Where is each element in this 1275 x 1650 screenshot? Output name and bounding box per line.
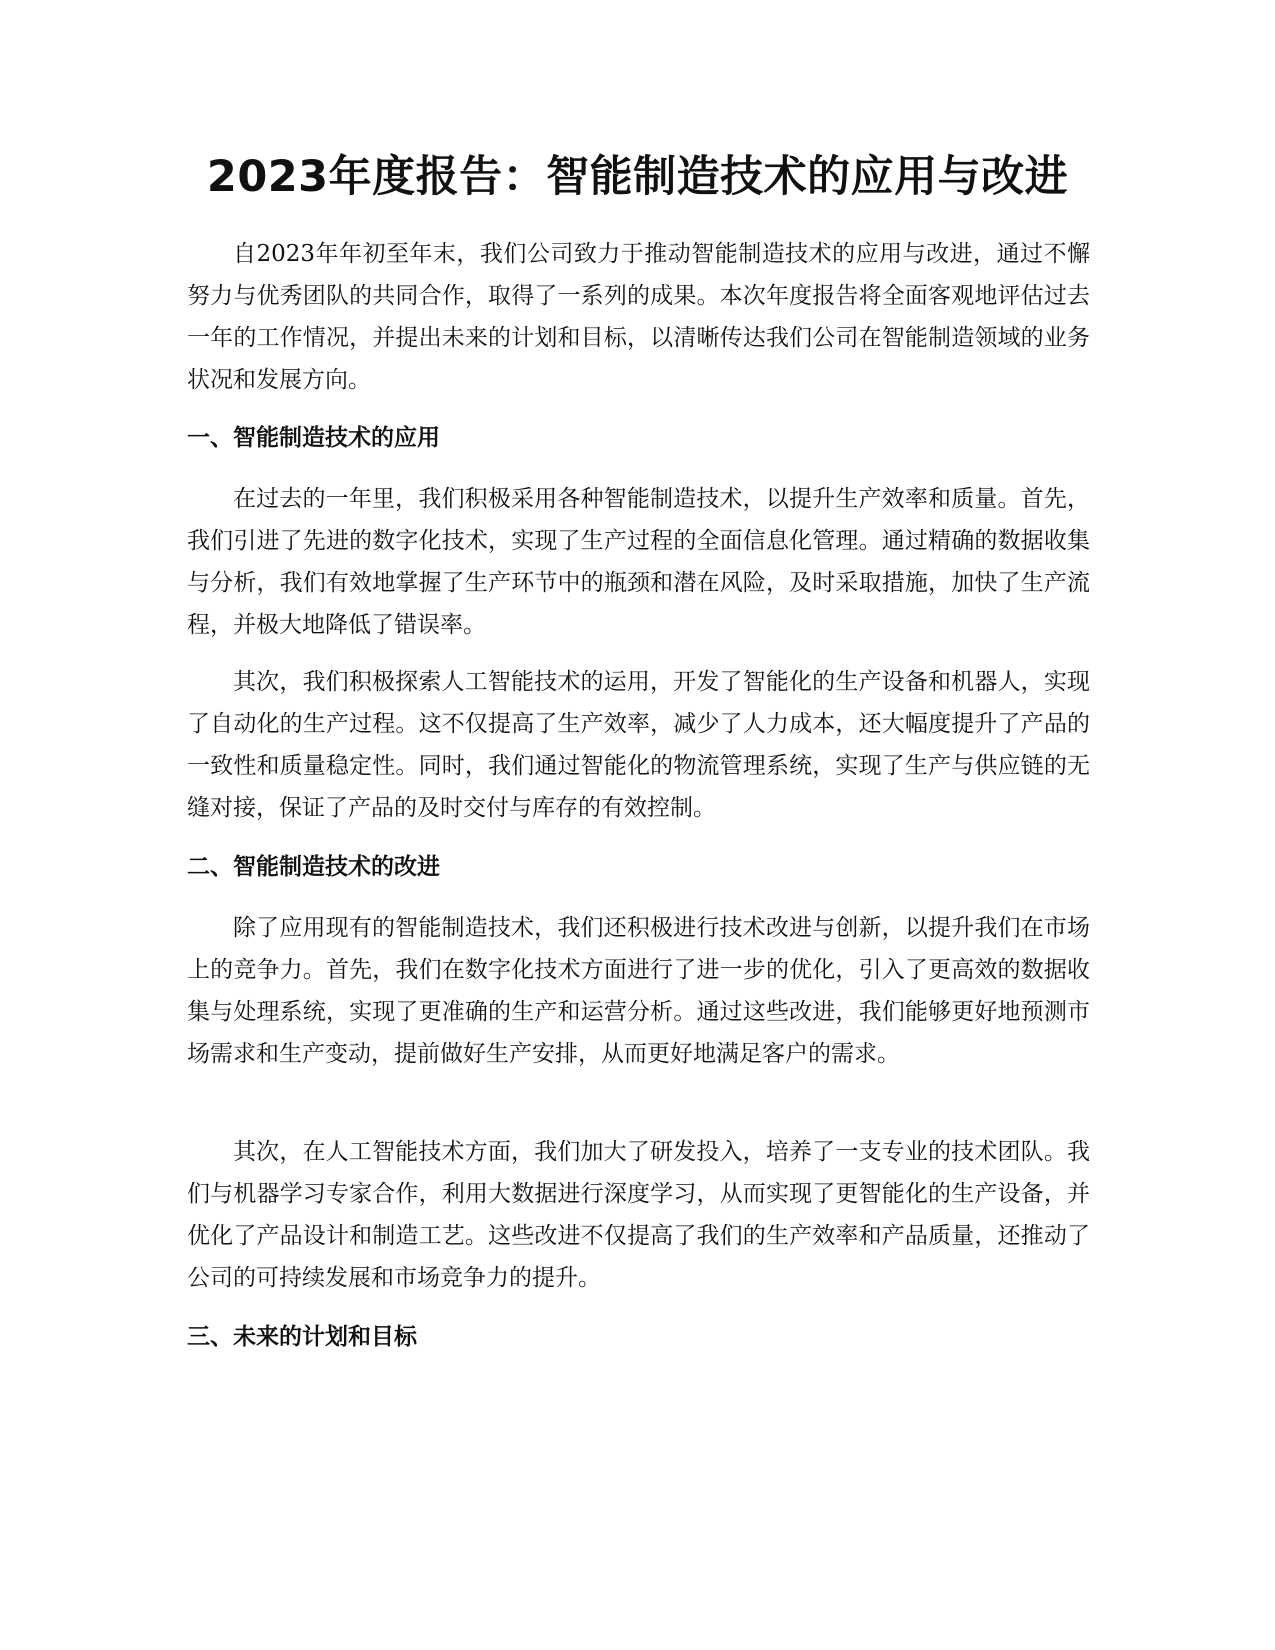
section-heading-future-plans: 三、未来的计划和目标 [187,1324,417,1350]
section-heading-improvement: 二、智能制造技术的改进 [187,854,440,880]
section-2-paragraph-1: 除了应用现有的智能制造技术，我们还积极进行技术改进与创新，以提升我们在市场上的竞争力。首先，我们在数字化技术方面进行了进一步的优化，引入了更高效的数据收集与处理系统，实现了更准确的生产和运营分析。通过这些改进，我们能够更好地预测市场需求和生产变动，提前做好生产安排，从而更好地满足客户的需求。 [187,915,1090,1067]
document-title: 2023年度报告：智能制造技术的应用与改进 [206,152,1069,202]
section-heading-application: 一、智能制造技术的应用 [187,425,440,451]
intro-paragraph: 自2023年年初至年末，我们公司致力于推动智能制造技术的应用与改进，通过不懈努力与优秀团队的共同合作，取得了一系列的成果。本次年度报告将全面客观地评估过去一年的工作情况，并提出未来的计划和目标，以清晰传达我们公司在智能制造领域的业务状况和发展方向。 [187,241,1090,393]
section-1-paragraph-1: 在过去的一年里，我们积极采用各种智能制造技术，以提升生产效率和质量。首先，我们引进了先进的数字化技术，实现了生产过程的全面信息化管理。通过精确的数据收集与分析，我们有效地掌握了生产环节中的瓶颈和潜在风险，及时采取措施，加快了生产流程，并极大地降低了错误率。 [187,486,1090,638]
section-2-paragraph-2: 其次，在人工智能技术方面，我们加大了研发投入，培养了一支专业的技术团队。我们与机器学习专家合作，利用大数据进行深度学习，从而实现了更智能化的生产设备，并优化了产品设计和制造工艺。这些改进不仅提高了我们的生产效率和产品质量，还推动了公司的可持续发展和市场竞争力的提升。 [187,1139,1090,1291]
section-1-paragraph-2: 其次，我们积极探索人工智能技术的运用，开发了智能化的生产设备和机器人，实现了自动化的生产过程。这不仅提高了生产效率，减少了人力成本，还大幅度提升了产品的一致性和质量稳定性。同时，我们通过智能化的物流管理系统，实现了生产与供应链的无缝对接，保证了产品的及时交付与库存的有效控制。 [187,669,1090,821]
